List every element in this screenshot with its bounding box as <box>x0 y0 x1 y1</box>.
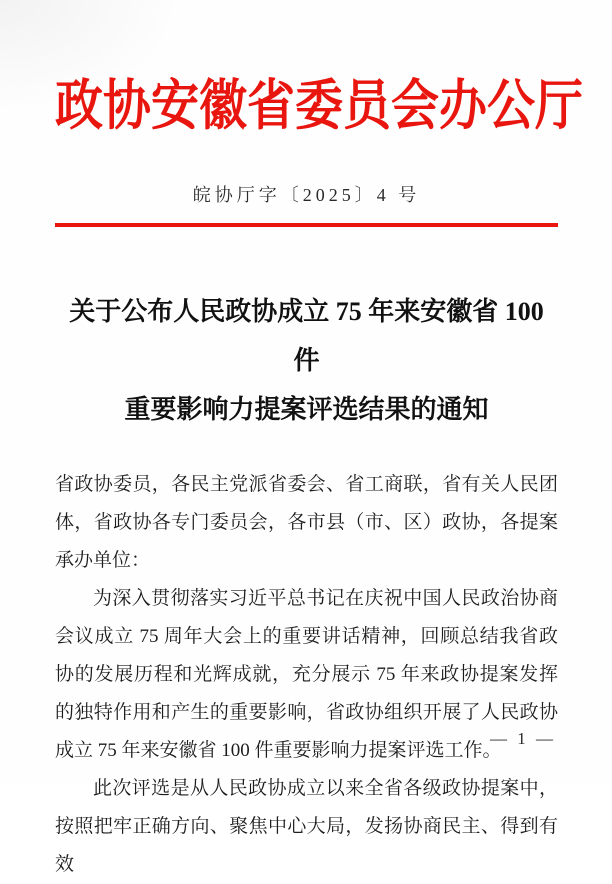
red-divider-rule <box>55 223 558 227</box>
document-title <box>55 287 558 434</box>
document-title-line-2: 重要影响力提案评选结果的通知 <box>124 394 489 424</box>
letterhead <box>55 66 584 137</box>
page-number: — 1 — <box>490 729 556 748</box>
document-title-line-1: 关于公布人民政协成立 75 年来安徽省 100 件 <box>69 296 544 375</box>
document-number: 皖协厅字〔2025〕4 号 <box>192 185 421 205</box>
letterhead-title: 政协安徽省委员会办公厅 <box>55 75 584 137</box>
document-content <box>55 0 584 884</box>
salutation-paragraph: 省政协委员，各民主党派省委会、省工商联，省有关人民团体，省政协各专门委员会，各市县（市、区）政协，各提案承办单位： <box>55 473 558 571</box>
document-body <box>55 466 558 884</box>
body-paragraph-2: 此次评选是从人民政协成立以来全省各级政协提案中，按照把牢正确方向、聚焦中心大局，发扬协商民主、得到有效 <box>55 777 558 875</box>
body-paragraph-1: 为深入贯彻落实习近平总书记在庆祝中国人民政治协商会议成立 75 周年大会上的重要讲话精神，回顾总结我省政协的发展历程和光辉成就，充分展示 75 年来政协提案发挥的独特作用和产生的重要影响，省政协组织开展了人民政协成立 75 年来安徽省 100 件重要影响力提案评选工作。 <box>55 587 558 761</box>
